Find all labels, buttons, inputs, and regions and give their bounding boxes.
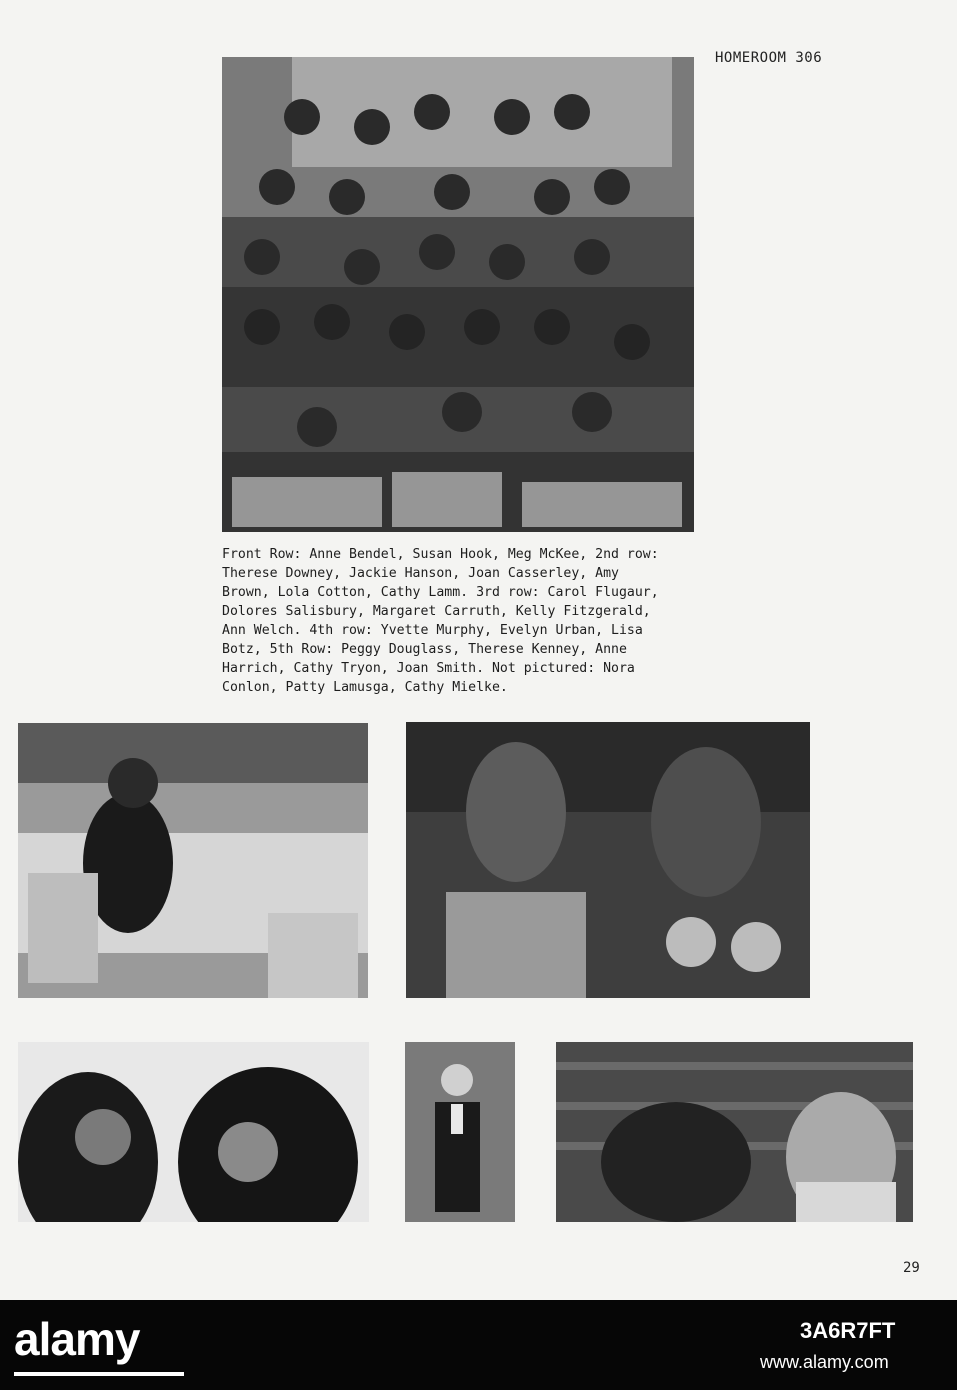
group-caption: Front Row: Anne Bendel, Susan Hook, Meg McKee, 2nd row: Therese Downey, Jackie Hanson, Joan Casserley, Amy Brown, Lola Cotton, Cathy Lamm. 3rd row: Carol Flugaur, Dolores Salisbury, Margaret Carruth, Kelly Fitzgerald, Ann Welch. 4th row: Yvette Murphy, Evelyn Urban, Lisa Botz, 5th Row: Peggy Douglass, Therese Kenney, Anne Harrich, Cathy Tryon, Joan Smith. Not pictured: Nora Conlon, Patty Lamusga, Cathy Mielke. [222,547,659,695]
homeroom-header: HOMEROOM 306 [715,50,823,66]
tuxedo-photo [405,1042,515,1222]
cafeteria-photo [18,723,368,998]
library-photo [556,1042,913,1222]
image-id: 3A6R7FT [800,1318,896,1343]
brand-underline [14,1372,184,1376]
dolls-photo [406,722,810,998]
page-number: 29 [903,1260,920,1276]
brand-logo: alamy [14,1313,140,1365]
site-url: www.alamy.com [760,1352,889,1372]
two-girls-photo [18,1042,369,1222]
stock-footer-bar [0,1300,957,1390]
group-photo [222,57,694,532]
